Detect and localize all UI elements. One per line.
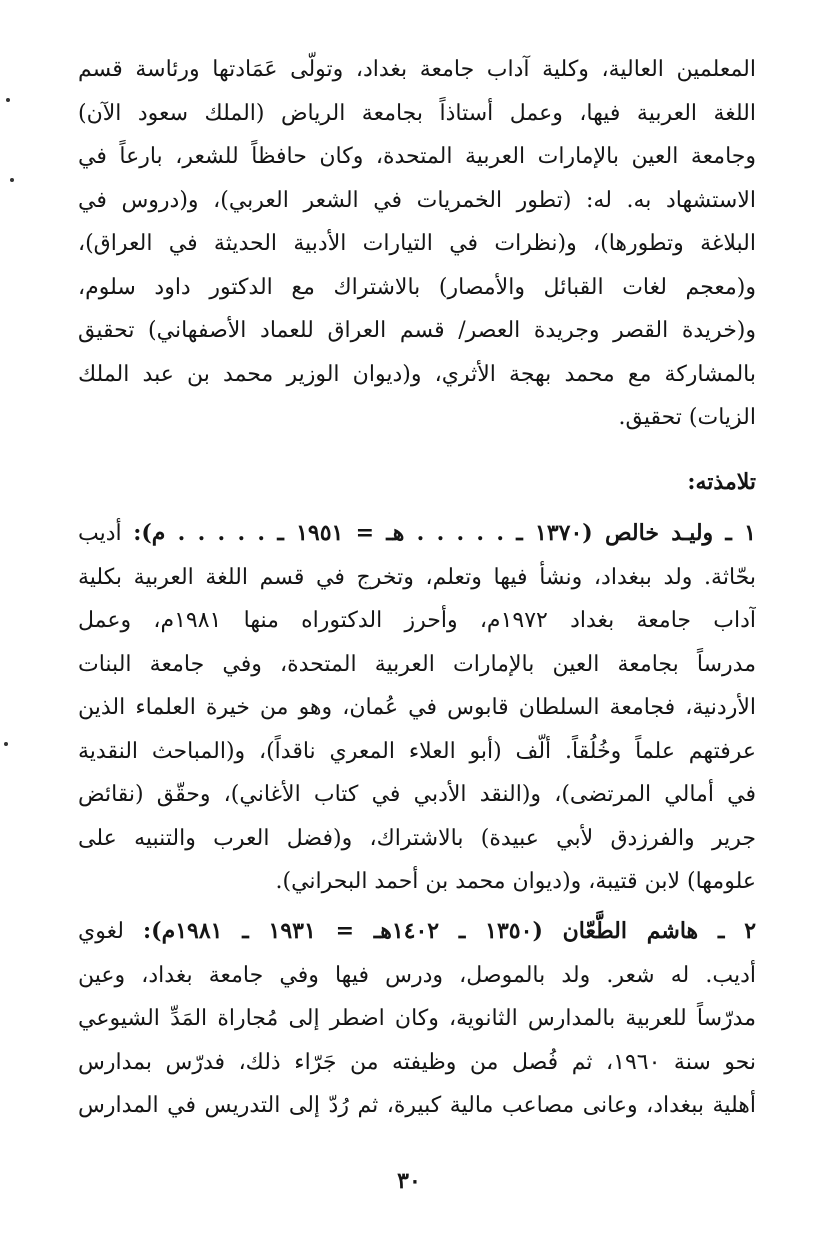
text-line: اللغة العربية فيها، وعمل أستاذاً بجامعة الرياض (الملك سعود الآن) [78, 100, 756, 126]
text-line: و(خريدة القصر وجريدة العصر/ قسم العراق للعماد الأصفهاني) تحقيق [78, 318, 756, 343]
entry-title: ٢ ـ هاشم الطَّعّان (١٣٥٠ ـ ١٤٠٢هـ = ١٩٣١ ـ ١٩٨١م): [143, 918, 756, 944]
entry-hashim-altaan [78, 910, 756, 1128]
text-line: آداب جامعة بغداد ١٩٧٢م، وأحرز الدكتوراه منها ١٩٨١م، وعمل [78, 608, 756, 633]
text-line: نحو سنة ١٩٦٠، ثم فُصل من وظيفته من جَرّاء ذلك، فدرّس بمدارس [78, 1049, 756, 1075]
text-line: بحّاثة. ولد ببغداد، ونشأ فيها وتعلم، وتخرج في قسم اللغة العربية بكلية [78, 564, 756, 590]
text-line: البلاغة وتطورها)، و(نظرات في التيارات الأدبية الحديثة في العراق)، [78, 231, 756, 256]
text-line: المعلمين العالية، وكلية آداب جامعة بغداد، وتولّى عَمَادتها ورئاسة قسم [78, 57, 756, 82]
text-line: عرفتهم علماً وخُلُقاً. ألّف (أبو العلاء المعري ناقداً)، و(المباحث النقدية [78, 738, 756, 764]
margin-dot [10, 178, 14, 182]
entry-text: أديب [78, 521, 122, 546]
entry-text: لغوي [78, 919, 124, 944]
continuation-paragraph [78, 48, 756, 440]
margin-dot [6, 98, 10, 102]
text-line: الاستشهاد به. له: (تطور الخمريات في الشعر العربي)، و(دروس في [78, 187, 756, 213]
text-line: وجامعة العين بالإمارات العربية المتحدة، وكان حافظاً للشعر، بارعاً في [78, 144, 756, 169]
text-line: أهلية ببغداد، وعانى مصاعب مالية كبيرة، ثم رُدّ إلى التدريس في المدارس [78, 1093, 756, 1118]
text-line: الزيات) تحقيق. [618, 405, 756, 430]
margin-dot [4, 742, 8, 746]
text-line: بالمشاركة مع محمد بهجة الأثري، و(ديوان الوزير محمد بن عبد الملك [78, 361, 756, 387]
text-line: في أمالي المرتضى)، و(النقد الأدبي في كتاب الأغاني)، وحقّق (نقائض [78, 782, 756, 807]
section-heading: تلامذته: [687, 469, 756, 495]
text-line: مدرساً بجامعة العين بالإمارات العربية المتحدة، وفي جامعة البنات [78, 651, 756, 677]
text-line: مدرّساً للعربية بالمدارس الثانوية، وكان اضطر إلى مُجاراة المَدِّ الشيوعي [78, 1006, 756, 1031]
entry-first-line [78, 512, 756, 556]
text-line: و(معجم لغات القبائل والأمصار) بالاشتراك مع الدكتور داود سلوم، [78, 274, 756, 300]
entry-walid-khalis [78, 512, 756, 904]
entry-title: ١ ـ وليـد خالص (١٣٧٠ ـ . . . . . هـ = ١٩٥١ ـ . . . . . م): [133, 520, 756, 546]
text-line: علومها) لابن قتيبة، و(ديوان محمد بن أحمد البحراني). [275, 869, 756, 894]
text-line: جرير والفرزدق لأبي عبيدة) بالاشتراك، و(فضل العرب والتنبيه على [78, 825, 756, 851]
page-number: ٣٠ [397, 1168, 421, 1194]
entry-first-line [78, 910, 756, 954]
text-line: أديب. له شعر. ولد بالموصل، ودرس فيها وفي جامعة بغداد، وعين [78, 962, 756, 988]
text-line: الأردنية، فجامعة السلطان قابوس في عُمان، وهو من خيرة العلماء الذين [78, 695, 756, 720]
